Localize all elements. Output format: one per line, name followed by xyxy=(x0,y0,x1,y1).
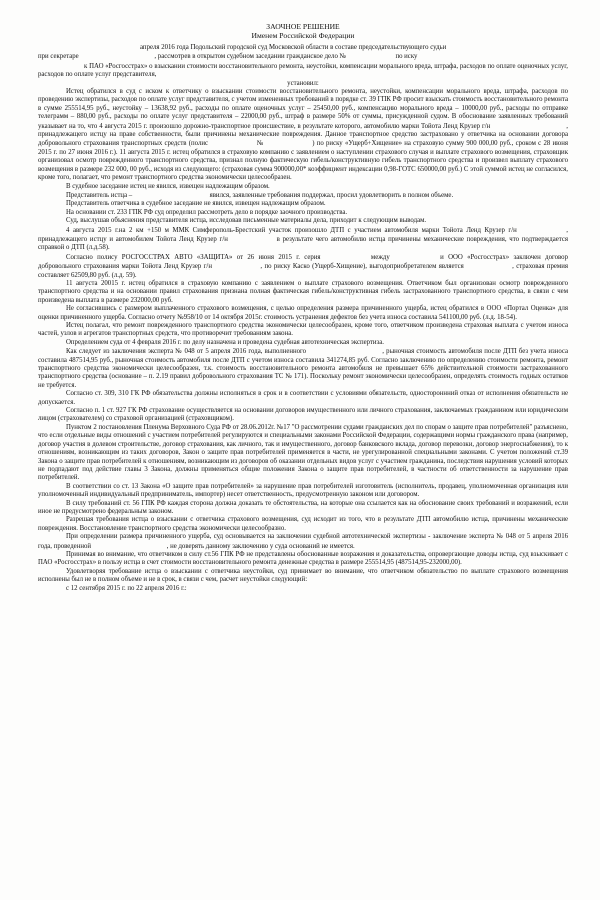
redacted-expert xyxy=(308,347,382,353)
redacted-date xyxy=(66,43,140,49)
redacted-case-number xyxy=(348,52,394,58)
paragraph-conclusions: Суд, выслушав объяснения представителя истца, исследовав письменные материалы дела, приходит к следующим выводам. xyxy=(66,217,427,225)
paragraph-claim: Истец обратился в суд с иском к ответчику о взыскании стоимости восстановительного ремонта, неустойки, компенсации морального вреда, штрафа, расходов по проведению экспертизы, расходов по оплате услуг представителя, с учетом измененных требований в порядке ст. 39 ГПК РФ просит взыскать стоимость восстановительного ремонта в сумме 255514,95 руб., неустойку – 13638,92 руб., расходы по оплате оценочных услуг – 25450,00 руб., компенсацию морального вреда – 10000,00 руб., расходы по отправке телеграмм – 880,00 руб., расходы по оплате услуг представителя – 22000,00 руб., штраф в размере 50% от суммы, присужденной судом. В обоснование заявленных требований указывает на то, что 4 августа 2015 г. произошло дорожно-транспортное происшествие, в результате которого, автомобилю марки Тойота Ленд Крузер г/н , принадлежащего истцу на праве собственности, были причинены механические повреждения. Данное транспортное средство застраховано у ответчика на основании договора добровольного страхования транспортных средств (полис № ) по риску «Ущерб+Хищение» на страховую сумму 900 000,00 руб., сроком с 28 июня 2015 г. по 27 июня 2016 г.). 11 августа 2015 г. истец обратился в страховую компанию с заявлением о наступлении страхового случая и выплате страхового возмещения, страховщик организовал осмотр поврежденного транспортного средства, признал полную фактическую гибель/конструктивную гибель транспортного средства и произвел выплату страхового возмещения в размере 232 000, 00 руб., исходя из следующего: (страховая сумма 900000,00* коэффициент индексации 0,98-ГОТС 650000,00 руб.) С этой суммой истец не согласился, кроме того, полагает, что ремонт транспортного средства экономически целесообразен. xyxy=(38,88,568,182)
redacted-representative xyxy=(134,191,208,197)
paragraph-penalty-period: с 12 сентября 2015 г. по 22 апреля 2016 г.: xyxy=(66,584,187,592)
paragraph-damage-amount: При определении размера причиненного ущерба, суд основывается на заключении судебной автотехнической экспертизы - заключение эксперта № 048 от 5 апреля 2016 года, проведенной , не доверять данному заключению у суда оснований не имеется. xyxy=(38,533,568,550)
established-heading: установил: xyxy=(287,79,319,87)
paragraph-policy: Согласно полису РОСГОССТРАХ АВТО «ЗАЩИТА» от 26 июня 2015 г. серия между и ООО «Росгосстрах» заключен договор добровольного страхования марки Тойота Ленд Крузер г/н , по риску Каско (Ущерб-Хищение), выгодоприобретателем является , страховая премия составляет 62509,80 руб. (л.д. 59). xyxy=(38,253,568,279)
paragraph-absentee-procedure: На основании ст. 233 ГПК РФ суд определил рассмотреть дело в порядке заочного производства. xyxy=(66,208,348,216)
redacted-secretary xyxy=(80,52,154,58)
paragraph-burden-of-proof: В силу требований ст. 56 ГПК РФ каждая сторона должна доказать те обстоятельства, на которые она ссылается как на обоснование своих требований и возражений, если иное не предусмотрено федеральным законом. xyxy=(38,499,568,515)
paragraph-civil-code-927: Согласно п. 1 ст. 927 ГК РФ страхование осуществляется на основании договоров имущественного или личного страхования, заключаемых гражданином или юридическим лицом (страхователем) со страховой организацией (страховщиком). xyxy=(38,407,568,423)
paragraph-plaintiff-absent: В судебное заседание истец не явился, извещен надлежащим образом. xyxy=(66,182,270,190)
paragraph-representative: Представитель истца – явился, заявленные требования поддержал, просил удовлетворить в полном объеме. xyxy=(66,191,454,199)
court-decision-text xyxy=(38,22,568,593)
paragraph-claim-filed: 11 августа 20015 г. истец обратился в страховую компанию с заявлением о выплате страхового возмещения. Ответчиком был организован осмотр поврежденного транспортного средства и на основании правил страхования признана полная фактическая гибель/конструктивная гибель застрахованного транспортного средства, в связи с чем произведена выплата в размере 232000,00 руб. xyxy=(38,279,568,304)
paragraph-civil-code-309: Согласно ст. 309, 310 ГК РФ обязательства должны исполняться в срок и в соответствии с условиями обязательств, одностороннний отказ от исполнения обязательств не допускается. xyxy=(38,390,568,406)
paragraph-accident: 4 августа 2015 г.на 2 км +150 м ММК Симферополь-Брестский участок произошло ДТП с участием автомобиля марки Тойота Ленд Крузер г/н , принадлежащего истцу и автомобилем Тойота Ленд Крузер г/н в результате чего автомобилю истца причинены механические повреждения, что подтверждается справкой о ДТП (л.д.58). xyxy=(38,226,568,252)
paragraph-repair-feasible: Истец полагал, что ремонт поврежденного транспортного средства экономически целесообразен, кроме того, ответчиком произведена страховая выплата с учетом износа частей, узлов и агрегатов транспортных средств, что противоречит требованиям закона. xyxy=(38,322,568,338)
intro-paragraph: апреля 2016 года Подольский городской суд Московской области в составе председательствующего судьи при секретаре , рассмотрев в открытом судебном заседании гражданское дело № по иску к ПАО «Росгосстрах» о взыскании стоимости восстановительного ремонта, неустойки, компенсации морального вреда, штрафа, расходов по оплате оценочных услуг, расходов по оплате услуг представителя, xyxy=(38,44,568,79)
redacted-plaintiff xyxy=(419,52,493,58)
paragraph-expert-report: Как следует из заключения эксперта № 048 от 5 апреля 2016 года, выполненного , рыночная стоимость автомобиля после ДТП без учета износа составила 487514,95 руб., рыночная стоимость автомобиля после ДТП с учетом износа составила 341274,85 руб. Согласно заключению по определению стоимости ремонта, ремонт транспортного средства экономически целесообразен, т.к. стоимость восстановительного ремонта автомобиля не превышает 65% действительной стоимости застрахованного транспортного средства (основание – п. 2.19 правил добровольного страхования ТС № 171). Поскольку ремонт экономически целесообразен, определять стоимость годных остатков не требуется. xyxy=(38,348,569,389)
document-title: ЗАОЧНОЕ РЕШЕНИЕ xyxy=(266,22,340,31)
redacted-judge xyxy=(448,43,522,49)
paragraph-defendant-absent: Представитель ответчика в судебное заседание не явился, извещен надлежащим образом. xyxy=(66,200,326,208)
paragraph-plenum: Пунктом 2 постановления Пленума Верховного Суда РФ от 28.06.2012г. №17 "О рассмотрении судами гражданских дел по спорам о защите прав потребителей" разъяснено, что если отдельные виды отношений с участием потребителей регулируются и специальными законами Российской Федерации, содержащими нормы гражданского права (например, договор участия в долевом строительстве, договор страхования, как личного, так и имущественного, договор банковского вклада, договор перевозки, договор энергоснабжения), то к отношениям, возникающим из таких договоров, Закон о защите прав потребителей применяется в части, не урегулированной специальными законами. С учетом положений ст.39 Закона о защите прав потребителей к отношениям, возникающим из договоров об оказании отдельных видов услуг с участием гражданина, последствия нарушения условий которых не подпадают под действие главы 3 Закона, должны применяться общие положения Закона о защите прав потребителей, в частности об ответственности за нарушение прав потребителей. xyxy=(38,423,568,482)
paragraph-expertise-ordered: Определением суда от 4 февраля 2016 г. по делу назначена и проведена судебная автотехническая экспертиза. xyxy=(66,338,384,346)
paragraph-penalty: Удовлетворяя требование истца о взыскании с ответчика неустойки, суд принимает во внимание, что ответчиком обязательство по выплате страхового возмещения исполнены был не в полном объеме и не в срок, в связи с чем, расчет неустойки следующий: xyxy=(38,567,568,584)
paragraph-consumer-law: В соответствии со ст. 13 Закона «О защите прав потребителей» за нарушение прав потребителей изготовитель (исполнитель, продавец, уполномоченная организация или уполномоченный индивидуальный предприниматель, импортер) несет ответственность, предусмотренную законом или договором. xyxy=(38,482,568,499)
document-subtitle: Именем Российской Федерации xyxy=(251,31,355,40)
paragraph-award: Принимая во внимание, что ответчиком в силу ст.56 ГПК РФ не представлены обоснованные возражения и доказательства, опровергающие доводы истца, суд взыскивает с ПАО «Росгосстрах» в пользу истца в счет стоимости восстановительного ремонта денежные средства в размере 255514,95 (487514,95-232000,00). xyxy=(38,550,568,567)
paragraph-appraisal: Не согласившись с размером выплаченного страхового возмещения, с целью определения размера причиненного ущерба, истец обратился в ООО «Портал Оценка» для оценки причиненного ущерба. Согласно отчету №958/10 от 14 октября 2015г. стоимость устранения дефектов без учета износа составила 541100,00 руб. (л.д. 18-54). xyxy=(38,305,568,321)
redacted-plate xyxy=(492,122,566,128)
paragraph-insurance-claim: Разрешая требования истца о взыскании с ответчика страхового возмещения, суд исходит из того, что в результате ДТП автомобилю истца, причинены механические повреждения. Восстановление транспортного средства экономически целесообразно. xyxy=(38,516,568,532)
